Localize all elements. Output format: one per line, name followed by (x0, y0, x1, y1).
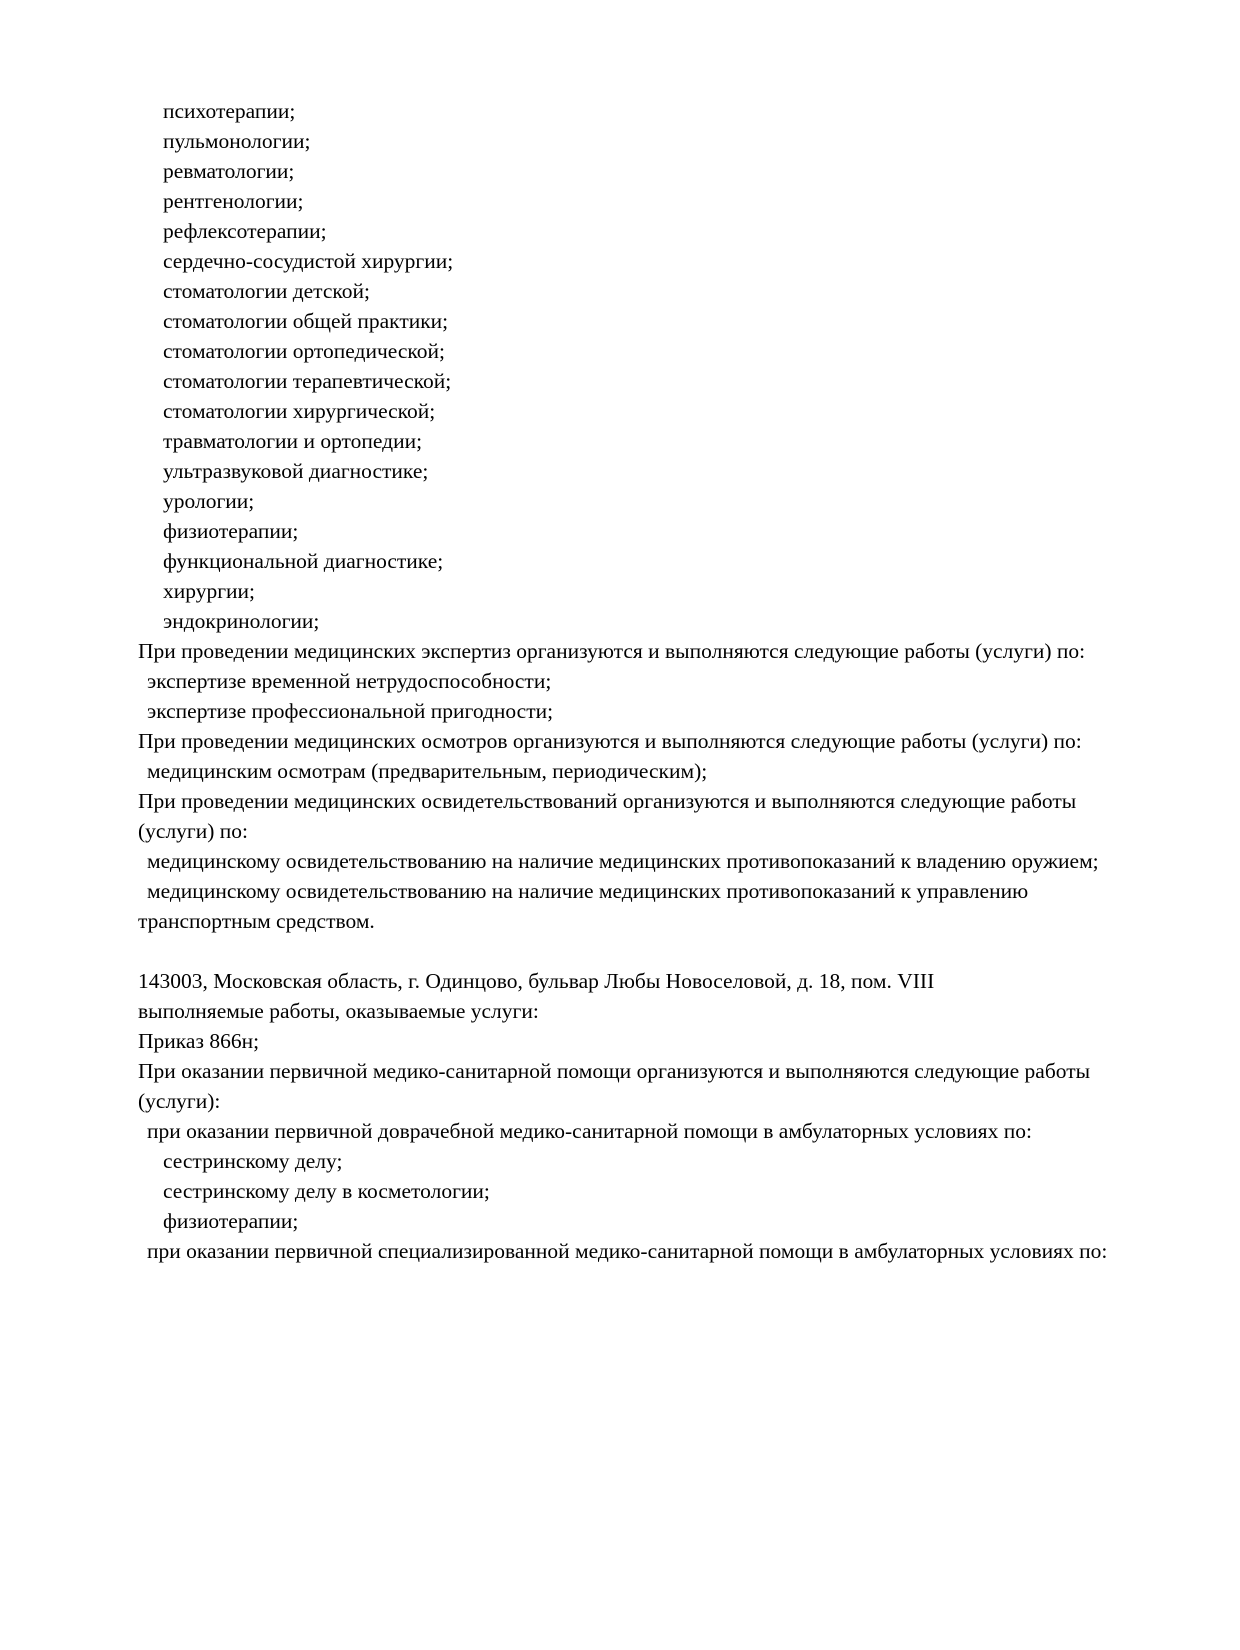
document-list-item: при оказании первичной доврачебной медико-санитарной помощи в амбулаторных условиях по: (147, 1119, 1032, 1143)
document-list-item: рентгенологии; (163, 189, 304, 213)
document-list-item: медицинскому освидетельствованию на наличие медицинских противопоказаний к владению оружием; (147, 849, 1099, 873)
document-list-item: функциональной диагностике; (163, 549, 444, 573)
document-list-item: травматологии и ортопедии; (163, 429, 423, 453)
document-list-item: стоматологии ортопедической; (163, 339, 446, 363)
document-paragraph: 143003, Московская область, г. Одинцово, бульвар Любы Новоселовой, д. 18, пом. VIII (138, 969, 935, 993)
document-list-item: психотерапии; (163, 99, 296, 123)
document-list-item: физиотерапии; (163, 1209, 299, 1233)
document-list-item: стоматологии общей практики; (163, 309, 449, 333)
document-list-item: эндокринологии; (163, 609, 320, 633)
document-list-item: рефлексотерапии; (163, 219, 327, 243)
document-paragraph: выполняемые работы, оказываемые услуги: (138, 999, 539, 1023)
document-list-item: хирургии; (163, 579, 256, 603)
document-list-item: при оказании первичной специализированной медико-санитарной помощи в амбулаторных условиях по: (147, 1239, 1108, 1263)
paragraph-spacer (138, 936, 1145, 966)
document-paragraph: При проведении медицинских осмотров организуются и выполняются следующие работы (услуги) по: (138, 729, 1082, 753)
document-list-item: ревматологии; (163, 159, 295, 183)
document-list-item: физиотерапии; (163, 519, 299, 543)
document-list-item: ультразвуковой диагностике; (163, 459, 429, 483)
document-paragraph: При проведении медицинских освидетельствований организуются и выполняются следующие работы (услуги) по: (138, 789, 1077, 843)
document-list-item: стоматологии детской; (163, 279, 370, 303)
document-paragraph: При оказании первичной медико-санитарной помощи организуются и выполняются следующие работы (услуги): (138, 1059, 1091, 1113)
document-list-item: экспертизе временной нетрудоспособности; (147, 669, 552, 693)
document-list-item: медицинским осмотрам (предварительным, периодическим); (147, 759, 708, 783)
document-list-item: сестринскому делу; (163, 1149, 343, 1173)
document-list-item: стоматологии хирургической; (163, 399, 436, 423)
document-list-item: стоматологии терапевтической; (163, 369, 452, 393)
document-paragraph: При проведении медицинских экспертиз организуются и выполняются следующие работы (услуги) по: (138, 639, 1086, 663)
document-paragraph: Приказ 866н; (138, 1029, 260, 1053)
document-list-item: урологии; (163, 489, 255, 513)
document-list-item: экспертизе профессиональной пригодности; (147, 699, 554, 723)
document-list-item: медицинскому освидетельствованию на наличие медицинских противопоказаний к управлению транспортным средством. (138, 879, 1029, 933)
document-body (138, 96, 1145, 1266)
document-list-item: сердечно-сосудистой хирургии; (163, 249, 454, 273)
document-list-item: сестринскому делу в косметологии; (163, 1179, 490, 1203)
document-list-item: пульмонологии; (163, 129, 311, 153)
